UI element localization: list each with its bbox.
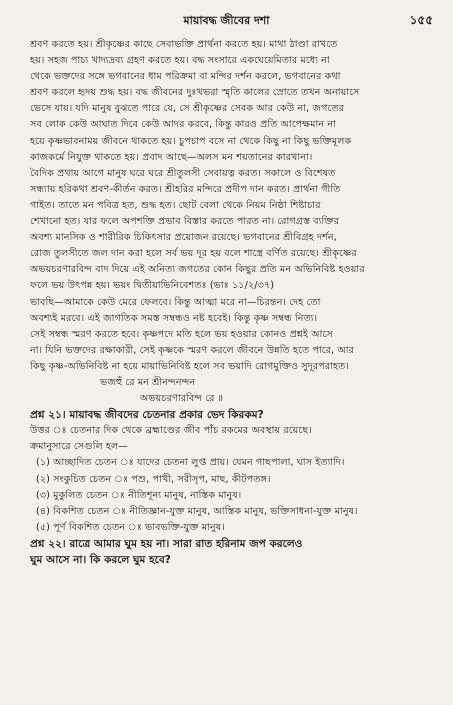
text-line: শ্রবণ করতে হয়। শ্রীকৃষ্ণের কাছে সেবাভক্তি প্রার্থনা করতে হয়। মাথা ঠাণ্ডা রাখতে (30, 39, 338, 50)
question-22-cont: ঘুম আসে না। কি করলে ঘুম হবে? (30, 554, 171, 566)
text-line: হয়ে কৃষ্ণভাবনাময় জীবনে থাকতে হয়। চুপচাপ বসে না থেকে কিছু না কিছু ভক্তিমূলক (30, 135, 352, 147)
list-item: (২) সংকুচিত চেতন ঃ পশু, পাখী, সরীসৃপ, মাছ, কীটপতঙ্গ। (36, 473, 271, 485)
page-number: ১৫৫ (409, 13, 433, 27)
text-line: বৈদিক প্রথায় আগে মানুষ ঘরে ঘরে শ্রীতুলসী সেবায়ত্ন করত। সকালে ও বিশেষত (30, 167, 336, 179)
page-header (0, 10, 453, 30)
list-item: (৫) পূর্ণ বিকশিত চেতন ঃ ভাবভক্তি-যুক্ত মানুষ। (36, 521, 225, 533)
text-line: গাইত। তাতে মন পবিত্র হত, শুদ্ধ হত। ছোট বেলা থেকে নিয়ম নিষ্ঠা শিষ্টাচার (30, 199, 321, 211)
text-line: না। যিনি ভক্তদের রক্ষাকারী, সেই কৃষ্ণকে স্মরণ করলে জীবনে উন্নতি হতে পারে, আর (30, 344, 354, 356)
text-line: অভয়চরণারবিন্দ বাদ দিয়ে এই অনিত্য জগতের কোন কিছুর প্রতি মন অভিনিবিষ্ট হওয়ার (30, 264, 365, 276)
list-item: (৪) বিকশিত চেতন ঃ নীতিজ্ঞান-যুক্ত মানুষ, আস্তিক মানুষ, ভক্তিসাধনা-যুক্ত মানুষ। (36, 505, 358, 517)
text-line: ভেসে যায়। যদি মানুষ বুঝতে পারে যে, সে শ্রীকৃষ্ণের সেবক আর কেউ না, জগতের (30, 103, 345, 115)
text-line: সব লোক কেউ আঘাত দিবে কেউ আদর করবে, কিন্তু কারও প্রতি আপেক্ষমান না (30, 119, 336, 131)
question-22: প্রশ্ন ২২। রাত্রে আমার ঘুম হয় না। সারা রাত হরিনাম জপ করলেও (30, 537, 303, 550)
text-line: ভাবছি—আমাকে কেউ মেরে ফেলবে। কিন্তু আত্মা মরে না—চিরন্তন। দেহ তো (30, 296, 321, 308)
text-line: রোজ তুলসীতে জল দান করা হলে সর্ব ভয় দূর হয় বলে শাস্ত্রে বর্ণিত রয়েছে। শ্রীকৃষ্ণের (30, 248, 357, 260)
list-item: (৩) মুকুলিত চেতন ঃ নীতিশূন্য মানুষ, নাস্তিক মানুষ। (36, 489, 242, 501)
answer-line: উত্তর ঃ চেতনার দিক থেকে ব্রহ্মাণ্ডের জীব পাঁচ রকমের অবস্থায় রয়েছে। (30, 425, 312, 437)
running-title: মায়াবদ্ধ জীবের দশা (183, 14, 270, 27)
text-line: কিছু কৃষ্ণ-অভিনিবিষ্ট না হয়ে মায়াভিনিবিষ্ট হলে সব ভয়াদি রোগমুক্তিও সুদূরপরাহত। (30, 360, 350, 372)
text-line: সন্ধ্যায় হরিকথা শ্রবণ-কীর্তন করত। শ্রীহরির মন্দিরে প্রদীপ দান করত। প্রার্থনা গীতি (30, 183, 341, 195)
text-line: অবশ্য মানসিক ও শারীরিক চিকিৎসার প্রয়োজন রয়েছে। ভগবানের শ্রীবিগ্রহ দর্শন, (30, 232, 337, 244)
text-line: হয়। সহজ পাচ্য খাদ্যদ্রব্য গ্রহণ করতে হয়। বদ্ধ সংসারে একঘেয়েমিতার মধ্যে না (30, 55, 330, 67)
text-line: সেই সম্বন্ধ স্মরণ করতে হবে। কৃষ্ণপদে মতি হলে ভয় হওয়ার কোনও প্রশ্নই আসে (30, 328, 333, 340)
list-item: (১) আচ্ছাদিত চেতন ঃ যাদের চেতনা লুপ্ত প্রায়। যেমন গাছপালা, ঘাস ইত্যাদি। (36, 457, 345, 469)
verse-line-1: ভজহুঁ রে মন শ্রীনন্দনন্দন (100, 376, 196, 388)
verse-line-2: অভয়চরণারবিন্দ রে ॥ (140, 393, 224, 405)
text-line: শেখানো হত। যার ফলে অপশক্তি প্রভাব বিস্তার করতে পারত না। রোগগ্রস্ত ব্যক্তির (30, 216, 340, 228)
text-line: থেকে ভক্তদের সঙ্গে ভগবানের ধাম পরিক্রমা বা মন্দির দর্শন করলে, ভগবানের কথা (30, 71, 341, 83)
text-line: অবশ্যই মরবে। এই জাগতিক সমস্ত সম্বন্ধও নষ্ট হবেই। কিন্তু কৃষ্ণ সম্বন্ধ নিত্য। (30, 312, 318, 324)
text-line: ফলে ভয় উৎপন্ন হয়। ভয়ং দ্বিতীয়াভিনিবেশতঃ (ভাঃ ১১/২/৩৭) (30, 280, 275, 292)
answer-line: ক্রমানুসারে সেগুলি হল— (30, 441, 128, 453)
question-21: প্রশ্ন ২১। মায়াবদ্ধ জীবদের চেতনার প্রকার ভেদ কিরকম? (30, 409, 264, 422)
text-line: শ্রবণ করলে হৃদয় শুদ্ধ হয়। বদ্ধ জীবনের দুঃখভরা স্মৃতি কালের স্রোতে তখন অনায়াসে (30, 87, 360, 99)
page-body (30, 37, 430, 568)
text-line: কাজকর্মে নিযুক্ত থাকতে হয়। প্রবাদ আছে—অলস মন শয়তানের কারখানা। (30, 151, 313, 163)
